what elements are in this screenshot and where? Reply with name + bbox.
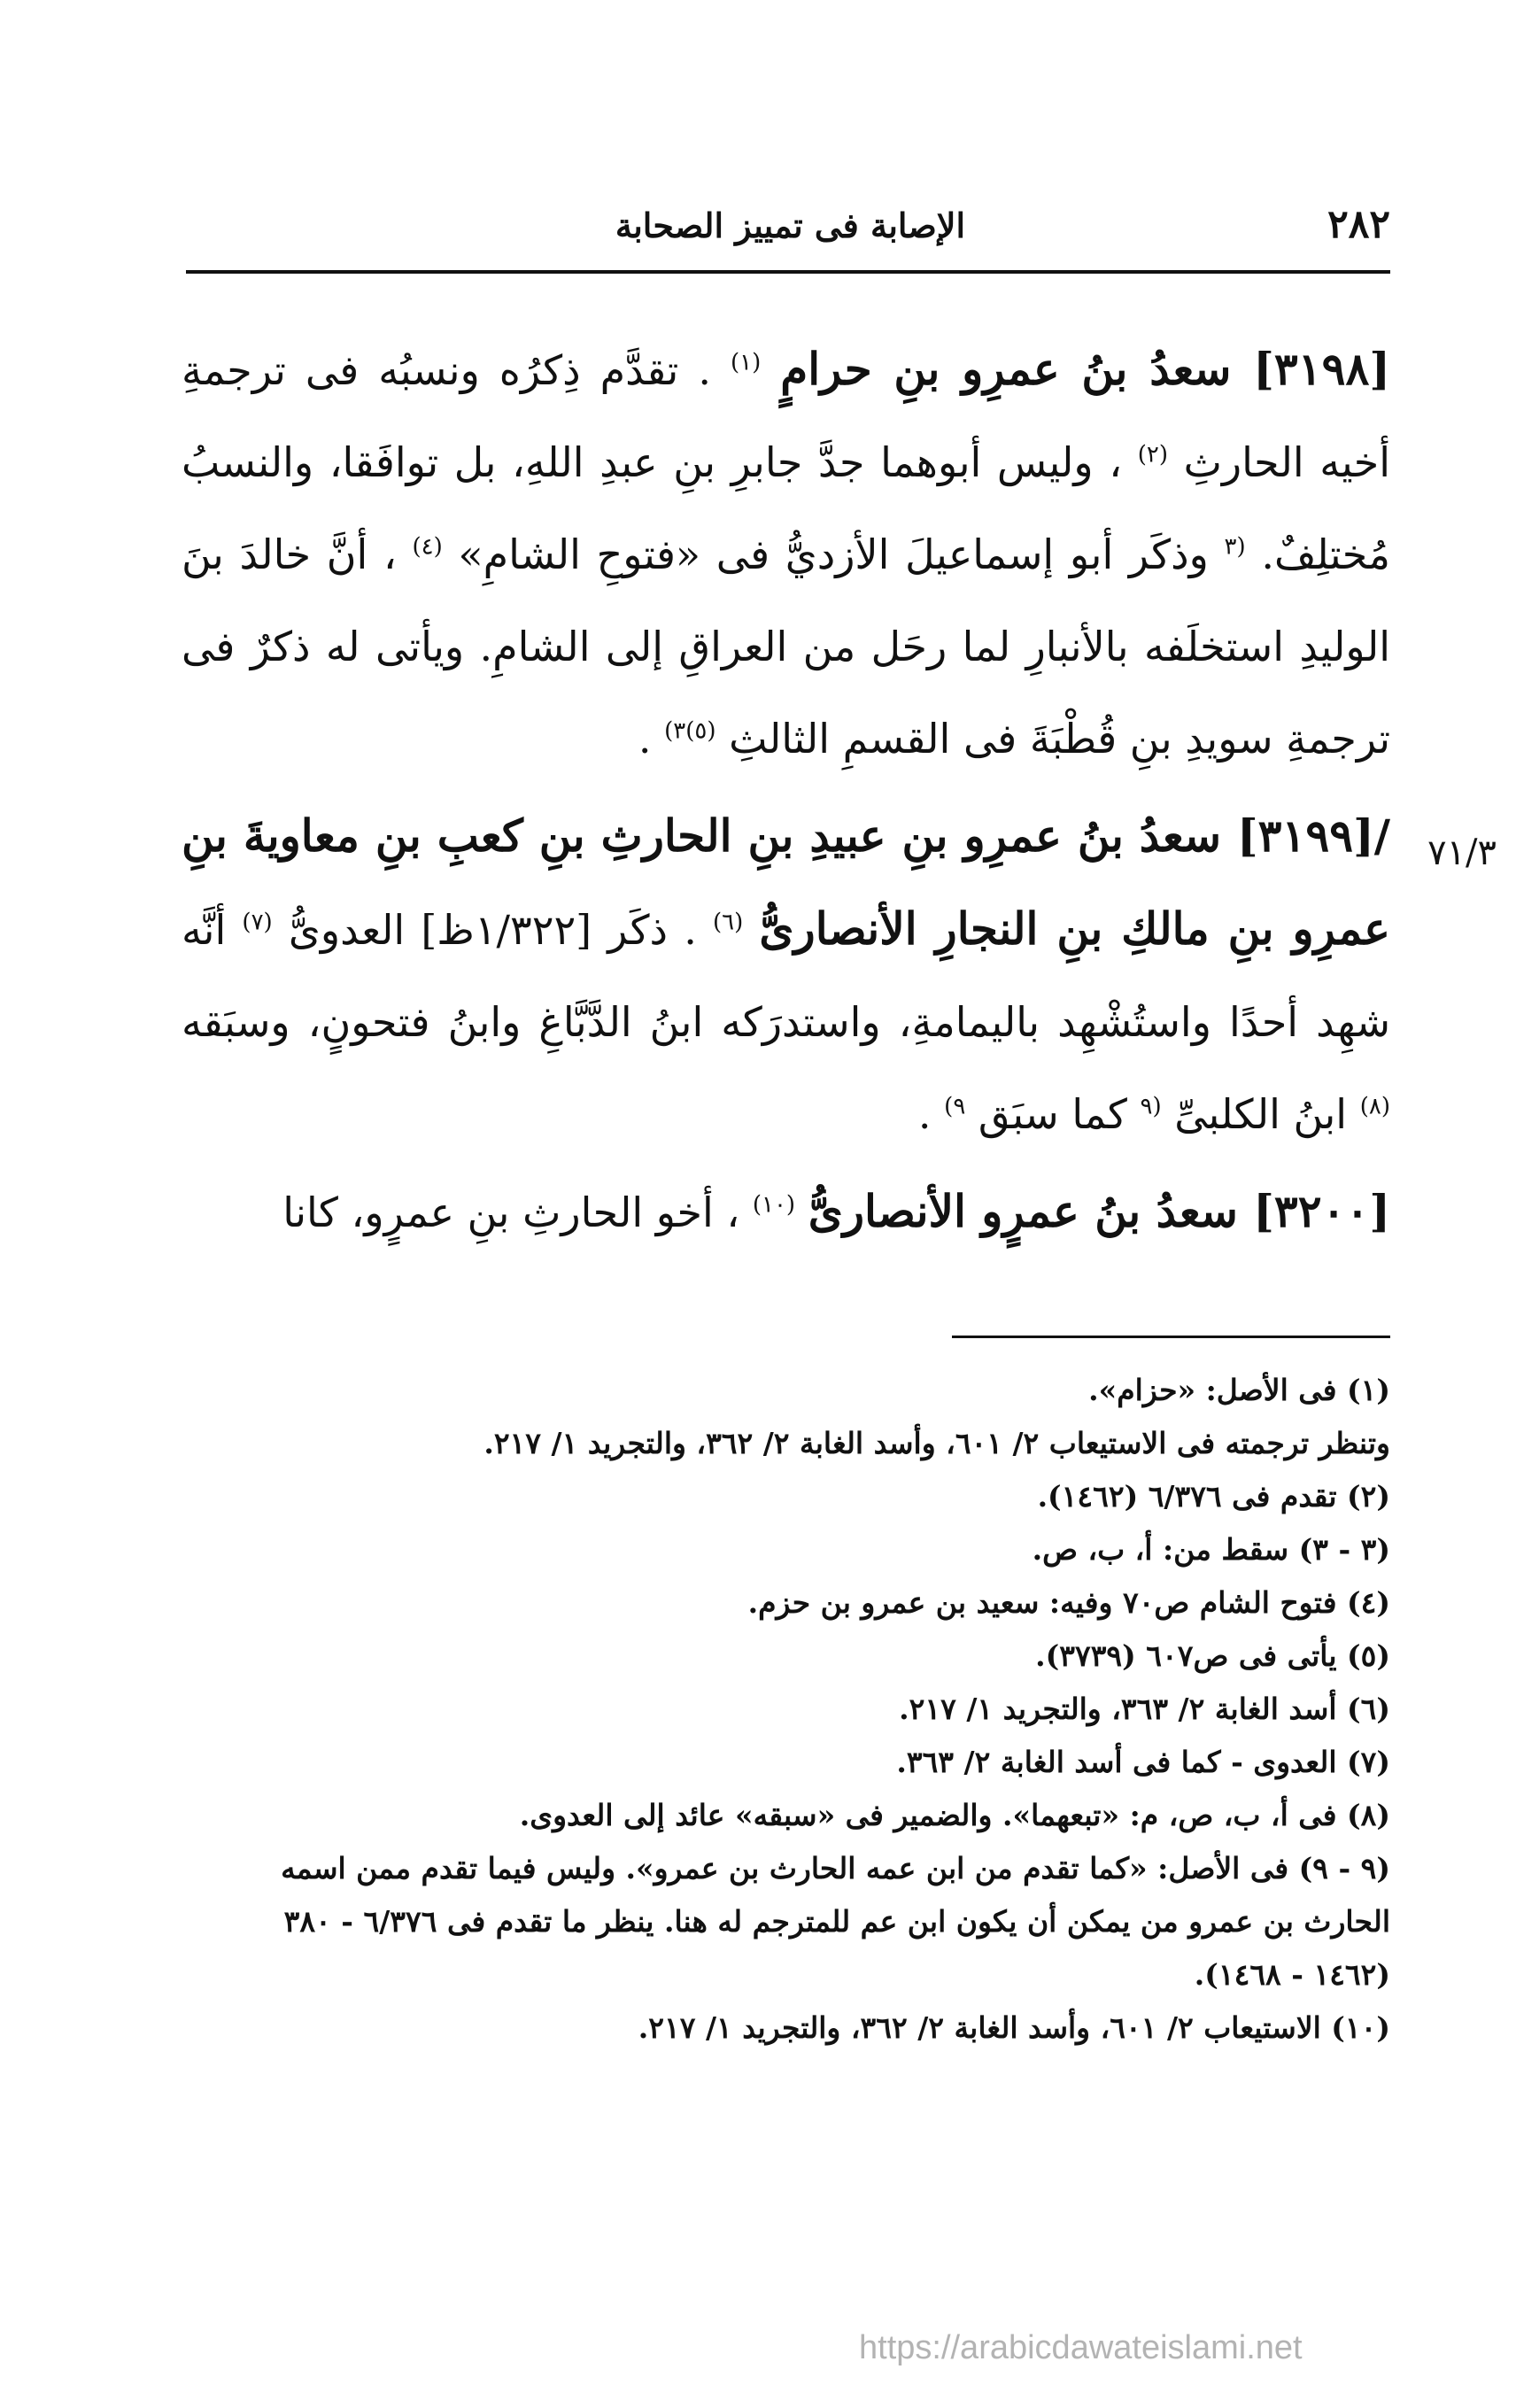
footnote-ref[interactable]: (٨) (1359, 1093, 1390, 1120)
footnote-ref[interactable]: (٥)٣) (664, 717, 716, 745)
main-text (182, 323, 1390, 1264)
footnote-ref[interactable]: ٩) (944, 1093, 966, 1120)
entry-text: ، أنَّ خالدَ بنَ الوليدِ استخلَفه بالأنبارِ لما رحَل من العراقِ إلى الشامِ. ويأتى له ذكرٌ فى ترجمةِ سويدِ بنِ قُطْبَةَ فى القسمِ الثالثِ (182, 530, 1390, 763)
footnote: (٧) العدوى - كما فى أسد الغابة ٢/ ٣٦٣. (896, 1745, 1390, 1779)
footnote-ref[interactable]: (٣ (1224, 533, 1246, 561)
entry-3199 (182, 790, 1390, 1160)
footnote: (٦) أسد الغابة ٢/ ٣٦٣، والتجريد ١/ ٢١٧. (899, 1692, 1390, 1726)
footnote-ref[interactable]: (٩ (1140, 1093, 1162, 1120)
entry-text: كما سبَق (978, 1090, 1127, 1138)
entry-text: ، أخو الحارثِ بنِ عمرٍو، كانا (282, 1189, 740, 1236)
entry-text: . تقدَّم ذِكرُه ونسبُه فى ترجمةِ أخيه الحارثِ (182, 346, 1390, 486)
footnote-ref[interactable]: (١٠) (752, 1191, 796, 1219)
footnote: (٢) تقدم فى ٦/٣٧٦ (١٤٦٢). (1037, 1479, 1390, 1514)
entry-3200 (182, 1165, 1390, 1258)
footnote: (١٠) الاستيعاب ٢/ ٦٠١، وأسد الغابة ٢/ ٣٦٢، والتجريد ١/ ٢١٧. (638, 2010, 1390, 2045)
footnote: (٣ - ٣) سقط من: أ، ب، ص. (1032, 1532, 1390, 1567)
footnote-ref[interactable]: (٤) (412, 533, 443, 561)
entry-text: ، وليس أبوهما جدَّ جابرِ بنِ عبدِ اللهِ، بل توافَقا، والنسبُ مُختلِفٌ. (182, 438, 1391, 578)
running-title: الإصابة فى تمييز الصحابة (615, 205, 965, 245)
entry-text: . ذكَر [١/٣٢٢ظ] العدوىُّ (288, 906, 697, 954)
footnote-ref[interactable]: (١) (731, 349, 762, 376)
margin-note: ٧١/٣ (1427, 832, 1497, 873)
entry-heading: [٣١٩٨] سعدُ بنُ عمرِو بنِ حرامٍ (780, 343, 1390, 395)
watermark-url: https://arabicdawateislami.net (859, 2329, 1303, 2366)
entry-text: وذكَر أبو إسماعيلَ الأزديُّ فى «فتوحِ الشامِ» (458, 530, 1209, 578)
footnote: (٤) فتوح الشام ص٧٠ وفيه: سعيد بن عمرو بن حزم. (747, 1585, 1390, 1620)
page-number: ٢٨٢ (1327, 202, 1390, 247)
footnote: وتنظر ترجمته فى الاستيعاب ٢/ ٦٠١، وأسد الغابة ٢/ ٣٦٢، والتجريد ١/ ٢١٧. (483, 1426, 1390, 1460)
header-rule (186, 270, 1390, 274)
footnote: (٥) يأتى فى ص٦٠٧ (٣٧٣٩). (1035, 1638, 1390, 1673)
entry-heading: /[٣١٩٩] سعدُ بنُ عمرِو بنِ عبيدِ بنِ الحارثِ بنِ كعبِ بنِ معاويةَ بنِ عمرِو بنِ مالكِ بنِ النجارِ الأنصارىُّ (182, 809, 1391, 955)
footnote-ref[interactable]: (٦) (712, 909, 744, 936)
footnote: (٨) فى أ، ب، ص، م: «تبعهما». والضمير فى «سبقه» عائد إلى العدوى. (519, 1798, 1390, 1832)
footnote-ref[interactable]: (٢) (1137, 441, 1168, 468)
entry-heading: [٣٢٠٠] سعدُ بنُ عمرٍو الأنصارىُّ (808, 1185, 1390, 1237)
entry-3198 (182, 323, 1390, 785)
page-header (186, 202, 1390, 264)
footnote-rule (952, 1336, 1390, 1338)
footnote: (٩ - ٩) فى الأصل: «كما تقدم من ابن عمه الحارث بن عمرو». وليس فيما تقدم ممن اسمه الحارث بن عمرو من يمكن أن يكون ابن عم للمترجم له هنا. ينظر ما تقدم فى ٦/٣٧٦ - ٣٨٠ (١٤٦٢ - ١٤٦٨). (281, 1851, 1390, 1992)
entry-text: أنَّه شهِد أحدًا واستُشْهِد باليمامةِ، واستدرَكه ابنُ الدَّبَّاغِ وابنُ فتحونٍ، وسبَقه (182, 906, 1390, 1046)
footnote-ref[interactable]: (٧) (242, 909, 273, 936)
entry-text: ابنُ الكلبىِّ (1174, 1090, 1348, 1138)
entry-text: . (638, 715, 652, 763)
footnotes (266, 1364, 1390, 2055)
entry-text: . (917, 1090, 932, 1138)
footnote: (١) فى الأصل: «حزام». (1088, 1373, 1390, 1407)
